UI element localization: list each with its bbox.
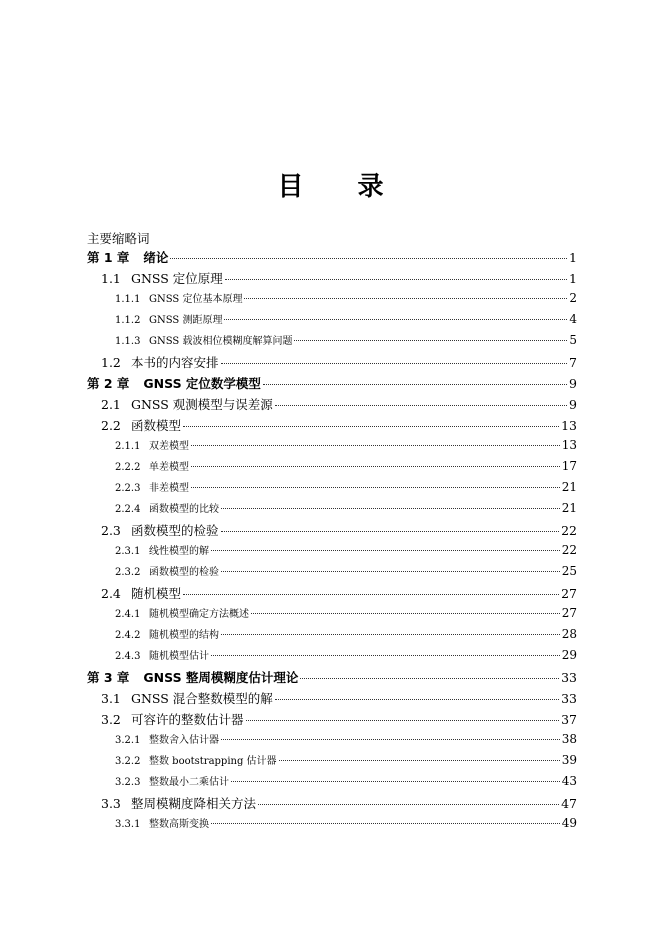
toc-leader-dots [191, 466, 560, 467]
toc-entry-number: 2.2.4 [115, 504, 141, 515]
toc-entry-page: 1 [569, 271, 577, 286]
toc-entry[interactable] [0, 731, 661, 746]
toc-entry-page: 43 [561, 774, 577, 788]
toc-entry[interactable] [0, 752, 661, 767]
toc-entry-label [0, 500, 219, 515]
toc-entry[interactable] [0, 395, 661, 413]
toc-entry-title: 整周模糊度降相关方法 [131, 796, 257, 811]
toc-entry[interactable] [0, 374, 661, 392]
toc-entry-page: 13 [561, 418, 577, 433]
toc-entry-page: 25 [561, 564, 577, 578]
toc-entry-page: 21 [561, 480, 577, 494]
toc-entry-title: GNSS 整周模糊度估计理论 [143, 670, 299, 685]
toc-entry[interactable] [0, 269, 661, 287]
toc-entry[interactable] [0, 542, 661, 557]
toc-entry-number: 第 3 章 [87, 670, 130, 685]
toc-entry-number: 1.1.3 [115, 336, 141, 347]
toc-entry-title: 双差模型 [149, 441, 189, 452]
toc-leader-dots [263, 384, 567, 385]
toc-entry-page: 47 [561, 796, 577, 811]
toc-entry-title: GNSS 混合整数模型的解 [131, 691, 273, 706]
toc-entry-number: 3.3 [101, 796, 121, 811]
toc-entry-page: 49 [561, 816, 577, 830]
toc-entry-label [0, 332, 292, 347]
toc-entry-number: 1.2 [101, 355, 121, 370]
toc-entry-label [0, 584, 181, 602]
toc-entry-page: 33 [561, 670, 577, 685]
toc-leader-dots [251, 613, 560, 614]
toc-entry[interactable] [0, 815, 661, 830]
toc-entry-title: GNSS 定位基本原理 [149, 294, 243, 305]
toc-entry-label [0, 710, 244, 728]
toc-entry-title: 随机模型的结构 [149, 630, 219, 641]
toc-entry[interactable] [0, 668, 661, 686]
toc-entry-title: 整数舍入估计器 [149, 735, 219, 746]
toc-entry-number: 2.3.1 [115, 546, 141, 557]
toc-entry-number: 3.2.1 [115, 735, 141, 746]
toc-entry-number: 3.2.3 [115, 777, 141, 788]
toc-entry-title: 整数最小二乘估计 [149, 777, 229, 788]
toc-entry-number: 1.1.2 [115, 315, 141, 326]
toc-leader-dots [170, 258, 567, 259]
toc-entry-page: 28 [561, 627, 577, 641]
toc-entry[interactable] [0, 416, 661, 434]
toc-entry-label [0, 353, 219, 371]
toc-entry[interactable] [0, 248, 661, 266]
abbreviations-heading: 主要缩略词 [87, 231, 150, 246]
toc-entry[interactable] [0, 689, 661, 707]
toc-entry-title: 绪论 [143, 250, 169, 265]
toc-entry[interactable] [0, 794, 661, 812]
toc-entry-page: 21 [561, 501, 577, 515]
toc-entry-number: 2.1.1 [115, 441, 141, 452]
toc-entry-label [0, 542, 209, 557]
toc-leader-dots [211, 823, 560, 824]
toc-leader-dots [221, 571, 560, 572]
toc-entry-page: 38 [561, 732, 577, 746]
title-right-char: 录 [357, 172, 384, 202]
toc-entry-page: 29 [561, 648, 577, 662]
toc-entry-label [0, 479, 189, 494]
toc-entry-title: 函数模型的检验 [131, 523, 219, 538]
toc-entry-page: 9 [569, 397, 577, 412]
toc-entry[interactable] [0, 332, 661, 347]
toc-entry-title: GNSS 定位原理 [131, 271, 223, 286]
toc-entry-label [0, 521, 219, 539]
toc-entry-label [0, 752, 277, 767]
toc-entry-page: 1 [569, 250, 577, 265]
toc-entry-label [0, 458, 189, 473]
toc-leader-dots [221, 363, 568, 364]
toc-leader-dots [294, 340, 567, 341]
toc-entry-number: 2.4.1 [115, 609, 141, 620]
toc-entry-label [0, 437, 189, 452]
toc-entry-title: 可容许的整数估计器 [131, 712, 244, 727]
toc-entry-page: 5 [569, 333, 577, 347]
toc-entry-label [0, 626, 219, 641]
toc-entry[interactable] [0, 647, 661, 662]
toc-entry-page: 27 [561, 606, 577, 620]
toc-leader-dots [183, 426, 559, 427]
toc-entry-number: 2.4 [101, 586, 121, 601]
toc-entry-title: 整数 bootstrapping 估计器 [149, 756, 277, 767]
toc-entry-label [0, 374, 261, 392]
toc-leader-dots [246, 720, 560, 721]
toc-entry-number: 3.2.2 [115, 756, 141, 767]
toc-entry[interactable] [0, 458, 661, 473]
toc-entry-title: GNSS 测距原理 [149, 315, 223, 326]
toc-entry-label [0, 668, 298, 686]
toc-leader-dots [191, 487, 560, 488]
toc-entry-page: 7 [569, 355, 577, 370]
toc-entry-page: 33 [561, 691, 577, 706]
toc-entry-number: 2.3 [101, 523, 121, 538]
toc-entry-page: 9 [569, 376, 577, 391]
toc-entry-page: 17 [561, 459, 577, 473]
toc-entry-label [0, 311, 222, 326]
toc-entry-title: 随机模型估计 [149, 651, 209, 662]
toc-entry-number: 3.1 [101, 691, 121, 706]
toc-entry-page: 27 [561, 586, 577, 601]
toc-entry-label [0, 290, 242, 305]
toc-leader-dots [244, 298, 567, 299]
toc-entry[interactable] [0, 479, 661, 494]
toc-entry-title: 本书的内容安排 [131, 355, 219, 370]
toc-entry-number: 2.2 [101, 418, 121, 433]
toc-entry-label [0, 248, 168, 266]
toc-entry-title: 函数模型的比较 [149, 504, 219, 515]
toc-entry-number: 2.4.2 [115, 630, 141, 641]
toc-entry-number: 2.4.3 [115, 651, 141, 662]
toc-leader-dots [231, 781, 560, 782]
toc-leader-dots [221, 508, 560, 509]
toc-entry-label [0, 395, 273, 413]
toc-entry-title: GNSS 定位数学模型 [143, 376, 261, 391]
toc-entry-page: 2 [569, 291, 577, 305]
toc-entry[interactable] [0, 563, 661, 578]
toc-leader-dots [225, 279, 567, 280]
toc-entry[interactable] [0, 773, 661, 788]
toc-entry-number: 2.1 [101, 397, 121, 412]
toc-entry[interactable] [0, 605, 661, 620]
toc-entry-label [0, 794, 256, 812]
toc-entry-label [0, 269, 223, 287]
toc-leader-dots [211, 655, 560, 656]
toc-entry[interactable] [0, 500, 661, 515]
toc-leader-dots [183, 594, 559, 595]
toc-entry[interactable] [0, 353, 661, 371]
toc-entry-number: 2.2.3 [115, 483, 141, 494]
page-title [0, 166, 661, 203]
toc-entry-title: 整数高斯变换 [149, 819, 209, 830]
toc-entry-page: 37 [561, 712, 577, 727]
title-left-char: 目 [277, 172, 304, 202]
toc-entry-number: 2.2.2 [115, 462, 141, 473]
toc-entry-page: 22 [561, 543, 577, 557]
toc-entry-number: 3.2 [101, 712, 121, 727]
toc-entry-label [0, 773, 229, 788]
toc-entry-page: 13 [561, 438, 577, 452]
toc-entry-title: 单差模型 [149, 462, 189, 473]
toc-entry-title: 随机模型确定方法概述 [149, 609, 249, 620]
toc-entry-label [0, 647, 209, 662]
toc-entry-title: GNSS 载波相位模糊度解算问题 [149, 336, 293, 347]
toc-leader-dots [211, 550, 560, 551]
toc-entry-title: 线性模型的解 [149, 546, 209, 557]
toc-entry-title: 随机模型 [131, 586, 182, 601]
toc-entry-number: 第 1 章 [87, 250, 130, 265]
toc-entry-title: 非差模型 [149, 483, 189, 494]
toc-entry[interactable] [0, 521, 661, 539]
toc-entry[interactable] [0, 584, 661, 602]
toc-entry-number: 1.1.1 [115, 294, 141, 305]
toc-leader-dots [224, 319, 567, 320]
toc-entry-page: 39 [561, 753, 577, 767]
toc-leader-dots [275, 699, 559, 700]
toc-entry[interactable] [0, 710, 661, 728]
toc-leader-dots [300, 678, 559, 679]
toc-entry-number: 3.3.1 [115, 819, 141, 830]
toc-entry-number: 第 2 章 [87, 376, 130, 391]
toc-entry-page: 4 [569, 312, 577, 326]
toc-entry-title: GNSS 观测模型与误差源 [131, 397, 273, 412]
toc-entry-label [0, 815, 209, 830]
toc-entry-label [0, 416, 181, 434]
toc-entry-label [0, 731, 219, 746]
toc-entry[interactable] [0, 290, 661, 305]
toc-leader-dots [275, 405, 567, 406]
toc-leader-dots [221, 739, 560, 740]
toc-entry-title: 函数模型的检验 [149, 567, 219, 578]
toc-entry-number: 2.3.2 [115, 567, 141, 578]
toc-entry-label [0, 563, 219, 578]
toc-leader-dots [191, 445, 560, 446]
toc-entry-number: 1.1 [101, 271, 121, 286]
toc-entry-page: 22 [561, 523, 577, 538]
toc-entry[interactable] [0, 437, 661, 452]
toc-leader-dots [279, 760, 560, 761]
toc-entry-label [0, 689, 273, 707]
toc-entry[interactable] [0, 311, 661, 326]
toc-entry-label [0, 605, 249, 620]
toc-leader-dots [258, 804, 559, 805]
toc-entry-title: 函数模型 [131, 418, 182, 433]
toc-leader-dots [221, 531, 560, 532]
toc-leader-dots [221, 634, 560, 635]
toc-entry[interactable] [0, 626, 661, 641]
